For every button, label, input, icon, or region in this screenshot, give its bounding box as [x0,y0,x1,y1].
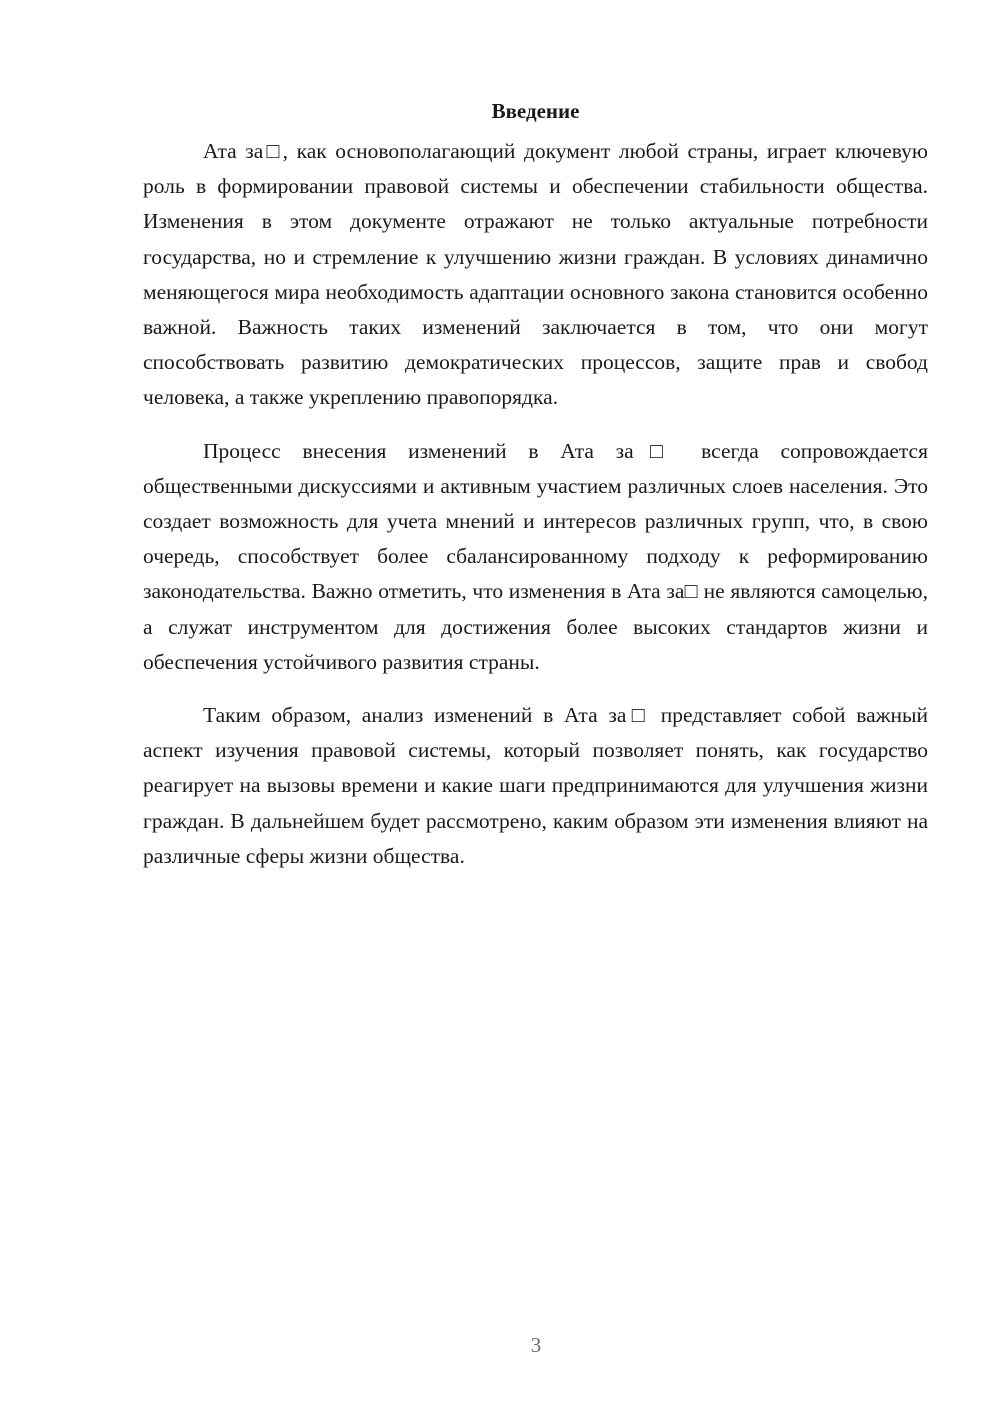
page-content [143,98,928,892]
page-number: 3 [530,1333,542,1357]
section-title: Введение [491,99,580,123]
paragraph-3: Таким образом, анализ изменений в Ата за□ представляет собой важный аспект изучения правовой системы, который позволяет понять, как государство реагирует на вызовы времени и какие шаги предпринимаются для улучшения жизни граждан. В дальнейшем будет рассмотрено, каким образом эти изменения влияют на различные сферы жизни общества. [143,703,928,868]
paragraph-1: Ата за□, как основополагающий документ любой страны, играет ключевую роль в формировании правовой системы и обеспечении стабильности общества. Изменения в этом документе отражают не только актуальные потребности государства, но и стремление к улучшению жизни граждан. В условиях динамично меняющегося мира необходимость адаптации основного закона становится особенно важной. Важность таких изменений заключается в том, что они могут способствовать развитию демократических процессов, защите прав и свобод человека, а также укреплению правопорядка. [143,139,928,410]
paragraph-2: Процесс внесения изменений в Ата за□ всегда сопровождается общественными дискуссиями и активным участием различных слоев населения. Это создает возможность для учета мнений и интересов различных групп, что, в свою очередь, способствует более сбалансированному подходу к реформированию законодательства. Важно отметить, что изменения в Ата за□ не являются самоцелью, а служат инструментом для достижения более высоких стандартов жизни и обеспечения устойчивого развития страны. [143,438,928,674]
